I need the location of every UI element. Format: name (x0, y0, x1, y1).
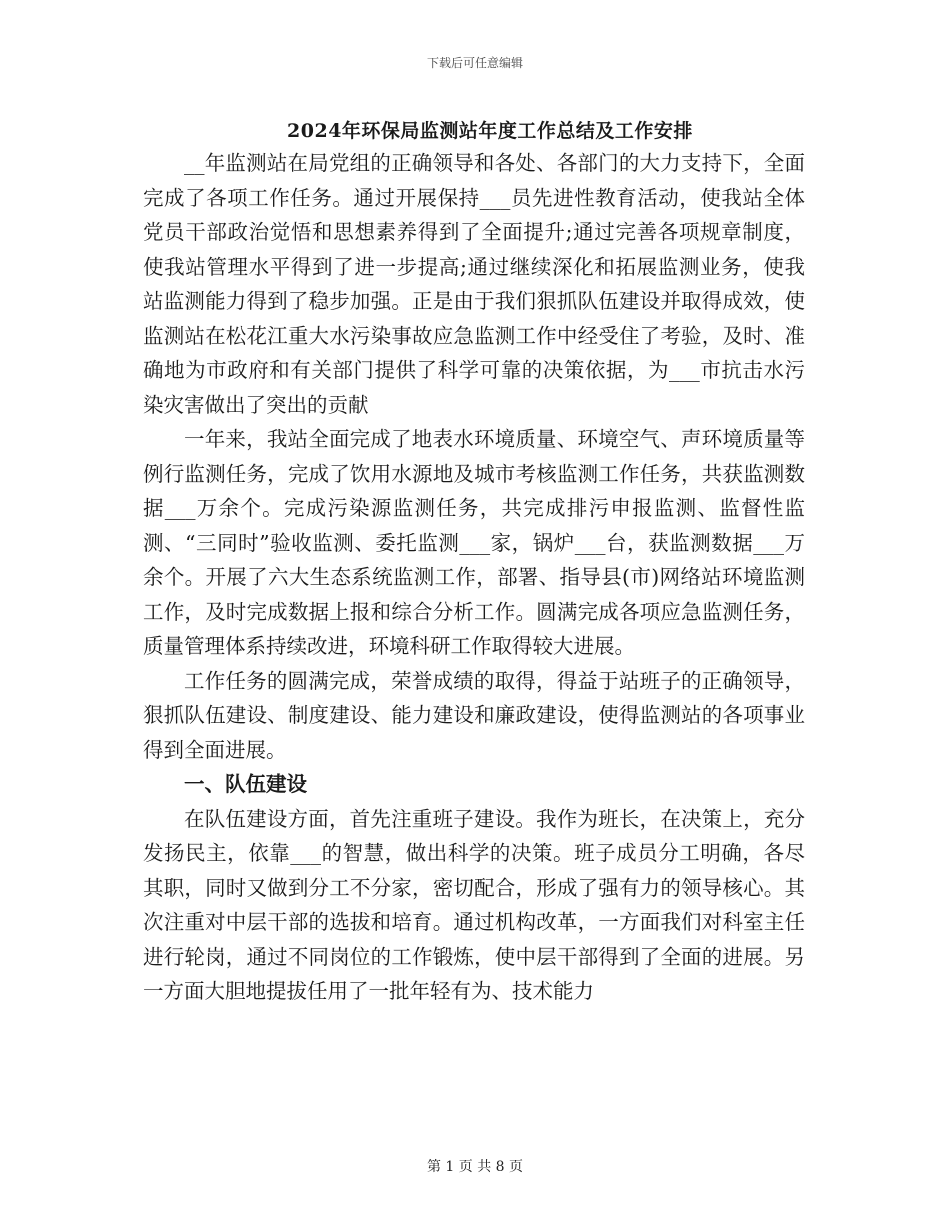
page-header-note: 下载后可任意编辑 (426, 56, 523, 70)
document-title: 2024年环保局监测站年度工作总结及工作安排 (287, 120, 693, 142)
paragraph-annual-tasks: 一年来，我站全面完成了地表水环境质量、环境空气、声环境质量等例行监测任务，完成了饮用水源地及城市考核监测工作任务，共获监测数据___万余个。完成污染源监测任务，共完成排污申报监测、监督性监测、“三同时”验收监测、委托监测___家，锅炉___台，获监测数据___万余个。开展了六大生态系统监测工作，部署、指导县(市)网络站环境监测工作，及时完成数据上报和综合分析工作。圆满完成各项应急监测任务，质量管理体系持续改进，环境科研工作取得较大进展。 (143, 427, 805, 658)
paragraph-intro: __年监测站在局党组的正确领导和各处、各部门的大力支持下，全面完成了各项工作任务。通过开展保持___员先进性教育活动，使我站全体党员干部政治觉悟和思想素养得到了全面提升;通过完善各项规章制度，使我站管理水平得到了进一步提高;通过继续深化和拓展监测业务，使我站监测能力得到了稳步加强。正是由于我们狠抓队伍建设并取得成效，使监测站在松花江重大水污染事故应急监测工作中经受住了考验，及时、准确地为市政府和有关部门提供了科学可靠的决策依据，为___市抗击水污染灾害做出了突出的贡献 (143, 151, 805, 417)
paragraph-team-building: 在队伍建设方面，首先注重班子建设。我作为班长，在决策上，充分发扬民主，依靠___的智慧，做出科学的决策。班子成员分工明确，各尽其职，同时又做到分工不分家，密切配合，形成了强有力的领导核心。其次注重对中层干部的选拔和培育。通过机构改革，一方面我们对科室主任进行轮岗，通过不同岗位的工作锻炼，使中层干部得到了全面的进展。另一方面大胆地提拔任用了一批年轻有为、技术能力 (143, 806, 805, 1003)
section-heading-team-building: 一、队伍建设 (184, 772, 307, 796)
paragraph-achievements: 工作任务的圆满完成，荣誉成绩的取得，得益于站班子的正确领导，狠抓队伍建设、制度建设、能力建设和廉政建设，使得监测站的各项事业得到全面进展。 (143, 668, 805, 762)
document-body (143, 146, 805, 1009)
page-footer-number: 第 1 页 共 8 页 (426, 1159, 524, 1175)
